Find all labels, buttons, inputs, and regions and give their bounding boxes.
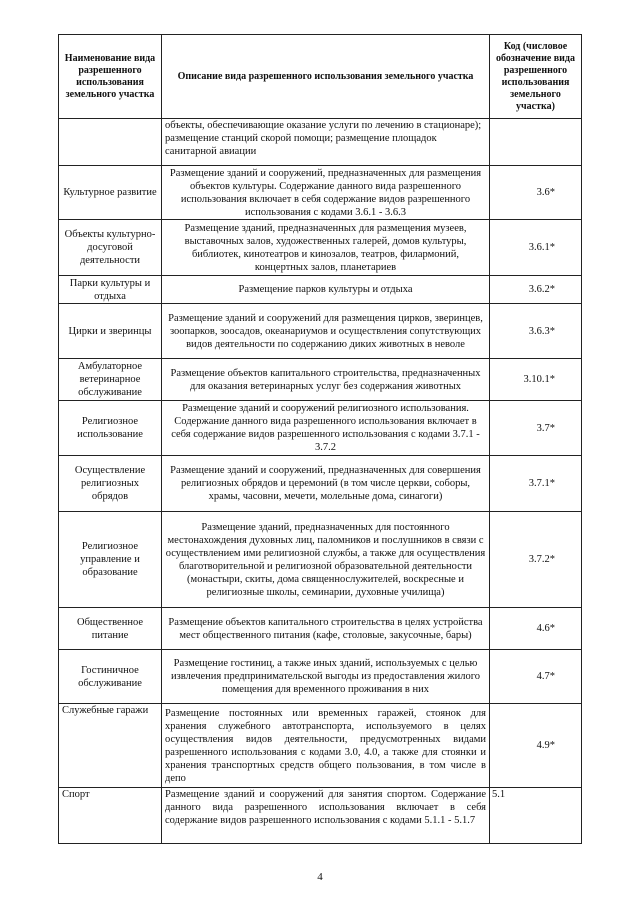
table-row — [59, 359, 582, 401]
row-code: 3.6.2* — [490, 276, 582, 304]
row-code: 3.6.3* — [490, 304, 582, 359]
header-name: Наименование вида разрешенного использования земельного участка — [59, 35, 162, 119]
header-code: Код (числовое обозначение вида разрешенного использования земельного участка) — [490, 35, 582, 119]
row-name: Парки культуры и отдыха — [59, 276, 162, 304]
table-row — [59, 456, 582, 512]
row-name: Служебные гаражи — [59, 704, 162, 788]
row-code: 4.6* — [490, 608, 582, 650]
row-description: Размещение парков культуры и отдыха — [162, 276, 490, 304]
row-name — [59, 119, 162, 166]
row-name: Общественное питание — [59, 608, 162, 650]
table-row — [59, 166, 582, 220]
row-name: Религиозное управление и образование — [59, 512, 162, 608]
row-description: Размещение зданий и сооружений религиозного использования. Содержание данного вида разрешенного использования включает в себя содержание видов разрешенного использования с кодами 3.7.1 - 3.7.2 — [162, 401, 490, 456]
table-row — [59, 304, 582, 359]
row-description: объекты, обеспечивающие оказание услуги по лечению в стационаре); размещение станций скорой помощи; размещение площадок санитарной авиации — [162, 119, 490, 166]
table-header-row — [59, 35, 582, 119]
row-code: 3.7* — [490, 401, 582, 456]
row-name: Гостиничное обслуживание — [59, 650, 162, 704]
row-name: Цирки и зверинцы — [59, 304, 162, 359]
row-code: 3.6* — [490, 166, 582, 220]
row-name: Религиозное использование — [59, 401, 162, 456]
row-description: Размещение объектов капитального строительства в целях устройства мест общественного питания (кафе, столовые, закусочные, бары) — [162, 608, 490, 650]
row-description: Размещение постоянных или временных гаражей, стоянок для хранения служебного автотранспорта, используемого в целях осуществления видов деятельности, предусмотренных видами разрешенного использования с кодами 3.0, 4.0, а также для стоянки и хранения транспортных средств общего пользования, в том числе в депо — [162, 704, 490, 788]
row-code: 3.7.1* — [490, 456, 582, 512]
row-code: 3.6.1* — [490, 220, 582, 276]
header-description: Описание вида разрешенного использования земельного участка — [162, 35, 490, 119]
row-description: Размещение зданий и сооружений, предназначенных для размещения объектов культуры. Содержание данного вида разрешенного использования включает в себя содержание видов разрешенного использования с кодами 3.6.1 - 3.6.3 — [162, 166, 490, 220]
row-code: 4.7* — [490, 650, 582, 704]
row-name: Спорт — [59, 788, 162, 844]
row-code: 4.9* — [490, 704, 582, 788]
row-name: Объекты культурно-досуговой деятельности — [59, 220, 162, 276]
row-description: Размещение зданий, предназначенных для размещения музеев, выставочных залов, художественных галерей, домов культуры, библиотек, кинотеатров и кинозалов, театров, филармоний, концертных залов, планетариев — [162, 220, 490, 276]
table-row — [59, 650, 582, 704]
table-row — [59, 220, 582, 276]
table-row — [59, 788, 582, 844]
row-name: Амбулаторное ветеринарное обслуживание — [59, 359, 162, 401]
land-use-table — [58, 34, 582, 844]
table-row — [59, 276, 582, 304]
row-name: Культурное развитие — [59, 166, 162, 220]
row-description: Размещение зданий и сооружений для занятия спортом. Содержание данного вида разрешенного использования включает в себя содержание видов разрешенного использования с кодами 5.1.1 - 5.1.7 — [162, 788, 490, 844]
table-row — [59, 704, 582, 788]
row-name: Осуществление религиозных обрядов — [59, 456, 162, 512]
row-code — [490, 119, 582, 166]
row-code: 3.10.1* — [490, 359, 582, 401]
row-description: Размещение зданий и сооружений, предназначенных для совершения религиозных обрядов и церемоний (в том числе церкви, соборы, храмы, часовни, мечети, молельные дома, синагоги) — [162, 456, 490, 512]
row-code: 5.1 — [490, 788, 582, 844]
row-description: Размещение гостиниц, а также иных зданий, используемых с целью извлечения предпринимательской выгоды из предоставления жилого помещения для временного проживания в них — [162, 650, 490, 704]
row-description: Размещение зданий, предназначенных для постоянного местонахождения духовных лиц, паломников и послушников в связи с осуществлением ими религиозной службы, а также для осуществления благотворительной и религиозной образовательной деятельности (монастыри, скиты, дома священнослужителей, воскресные и религиозные школы, семинарии, духовные училища) — [162, 512, 490, 608]
table-row — [59, 401, 582, 456]
table-row — [59, 119, 582, 166]
table-row — [59, 512, 582, 608]
row-description: Размещение объектов капитального строительства, предназначенных для оказания ветеринарных услуг без содержания животных — [162, 359, 490, 401]
row-code: 3.7.2* — [490, 512, 582, 608]
row-description: Размещение зданий и сооружений для размещения цирков, зверинцев, зоопарков, зоосадов, океанариумов и осуществления сопутствующих видов деятельности по содержанию диких животных в неволе — [162, 304, 490, 359]
table-row — [59, 608, 582, 650]
page-number: 4 — [317, 871, 323, 883]
